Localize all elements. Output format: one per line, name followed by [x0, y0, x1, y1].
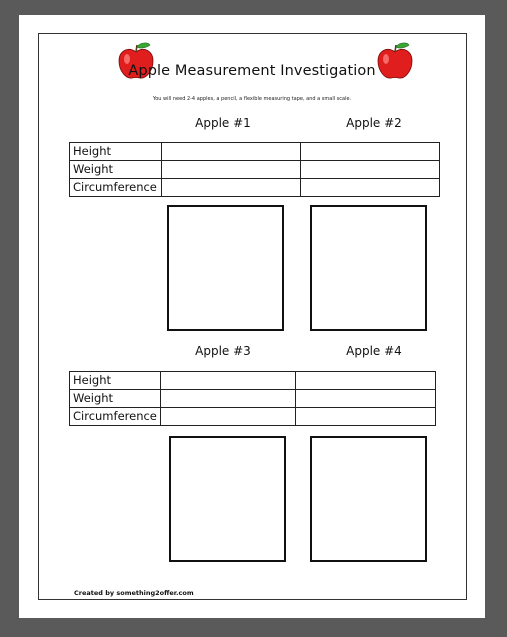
row-label-height: Height [70, 143, 162, 161]
row-label-circumference: Circumference [70, 408, 161, 426]
row-label-circumference: Circumference [70, 179, 162, 197]
page-title: Apple Measurement Investigation [128, 63, 376, 79]
cell-apple-2-weight[interactable] [301, 161, 440, 179]
worksheet-page [19, 15, 485, 618]
table-row [70, 372, 436, 390]
cell-apple-1-circumference[interactable] [162, 179, 301, 197]
row-label-weight: Weight [70, 161, 162, 179]
cell-apple-4-weight[interactable] [296, 390, 436, 408]
drawing-box-apple-3[interactable] [169, 436, 286, 562]
drawing-box-apple-2[interactable] [310, 205, 427, 331]
row-label-height: Height [70, 372, 161, 390]
table-row [70, 390, 436, 408]
cell-apple-1-height[interactable] [162, 143, 301, 161]
instructions-text: You will need 2-4 apples, a pencil, a flexible measuring tape, and a small scale. [152, 96, 352, 102]
table-row [70, 408, 436, 426]
cell-apple-3-weight[interactable] [161, 390, 296, 408]
column-header-apple-4: Apple #4 [346, 344, 402, 358]
drawing-box-apple-4[interactable] [310, 436, 427, 562]
cell-apple-3-height[interactable] [161, 372, 296, 390]
cell-apple-2-height[interactable] [301, 143, 440, 161]
column-header-apple-2: Apple #2 [346, 116, 402, 130]
table-row [70, 143, 440, 161]
drawing-box-apple-1[interactable] [167, 205, 284, 331]
table-row [70, 161, 440, 179]
cell-apple-4-height[interactable] [296, 372, 436, 390]
cell-apple-4-circumference[interactable] [296, 408, 436, 426]
row-label-weight: Weight [70, 390, 161, 408]
measurement-table-1 [69, 142, 440, 197]
cell-apple-3-circumference[interactable] [161, 408, 296, 426]
column-header-apple-1: Apple #1 [195, 116, 251, 130]
footer-credit: Created by something2offer.com [74, 589, 194, 597]
column-header-apple-3: Apple #3 [195, 344, 251, 358]
cell-apple-1-weight[interactable] [162, 161, 301, 179]
table-row [70, 179, 440, 197]
measurement-table-2 [69, 371, 436, 426]
cell-apple-2-circumference[interactable] [301, 179, 440, 197]
